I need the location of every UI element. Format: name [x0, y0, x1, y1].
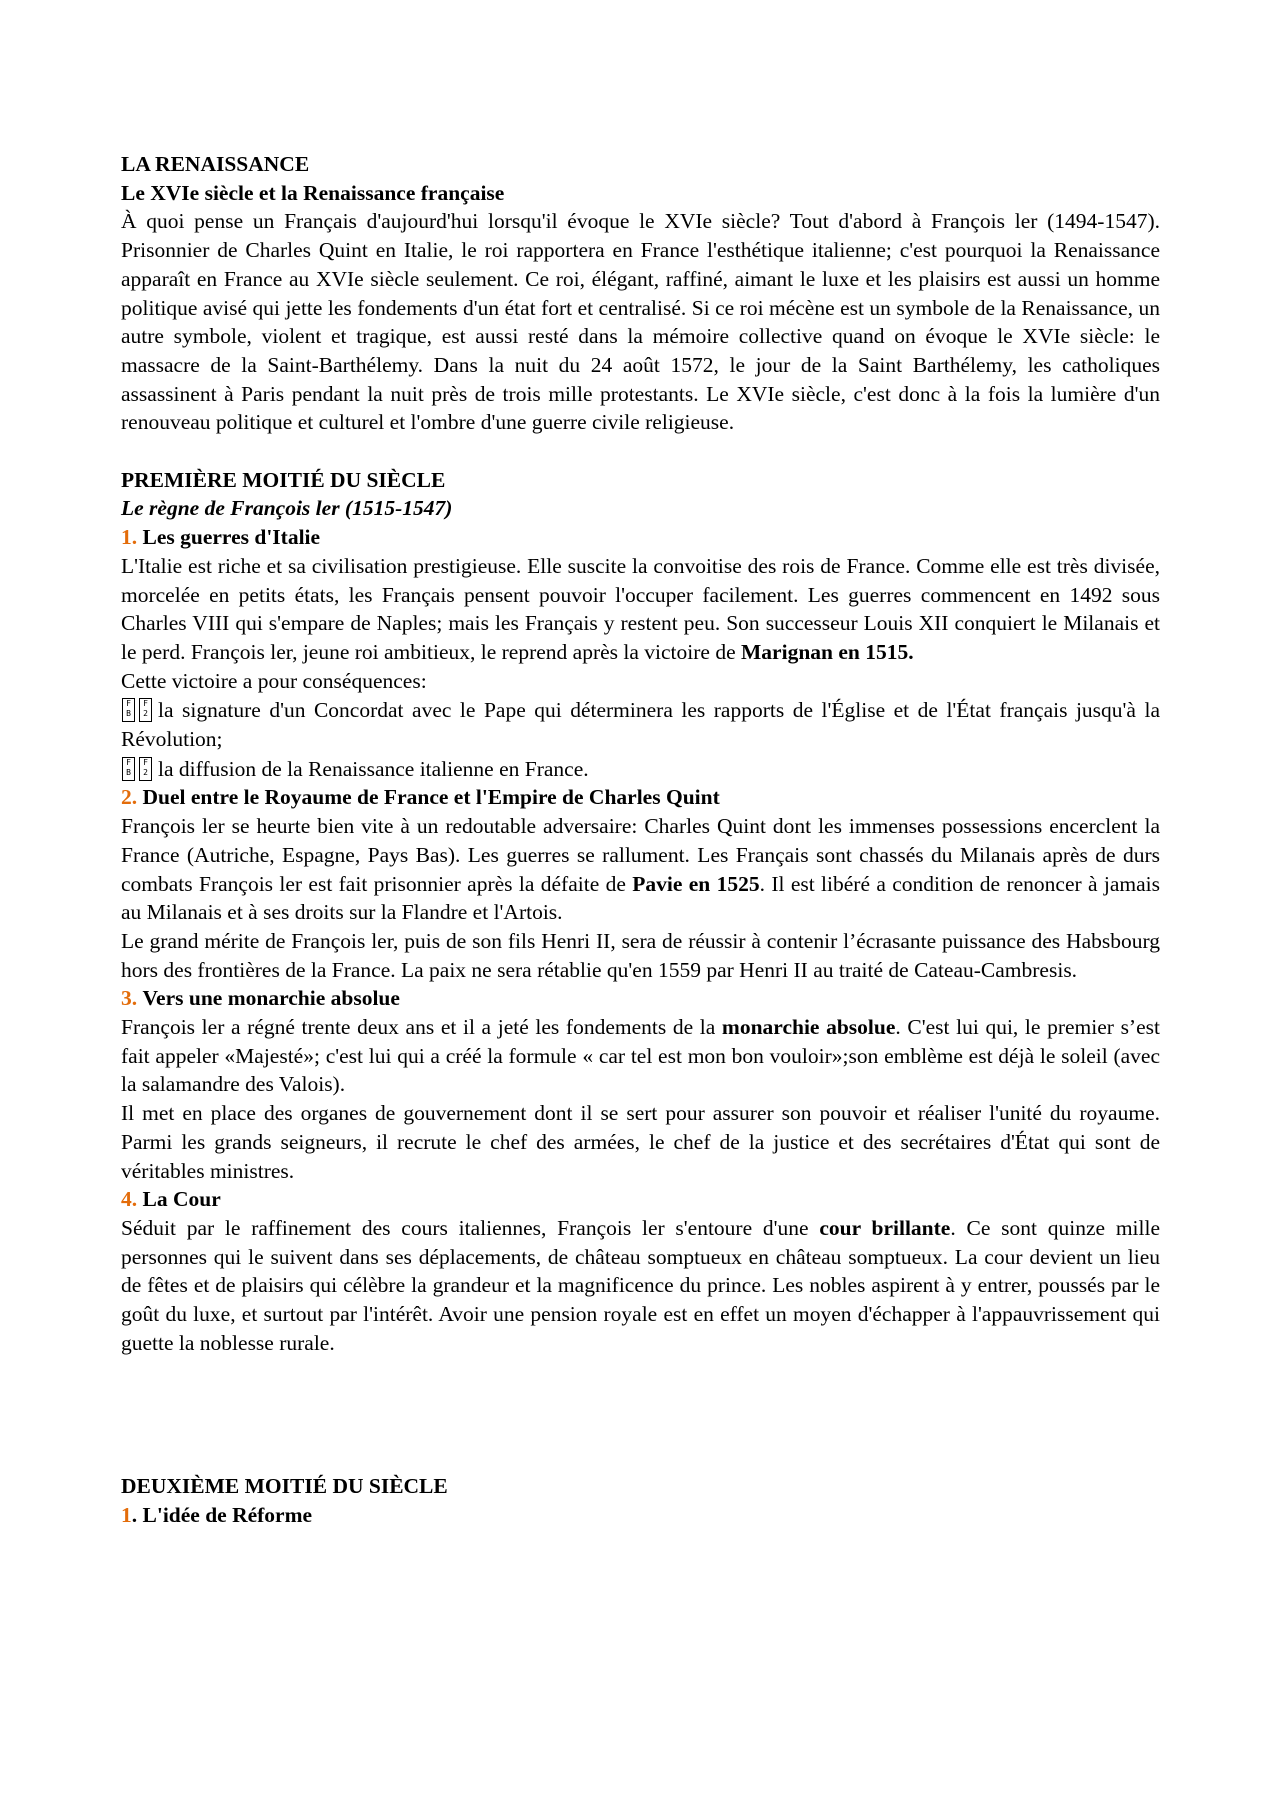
bullet-text: la diffusion de la Renaissance italienne en France. [158, 756, 589, 781]
spacer [121, 437, 1160, 466]
section-3-text-a: François ler a régné trente deux ans et il a jeté les fondements de la [121, 1015, 722, 1040]
section-2-heading [121, 783, 1160, 812]
spacer [121, 1358, 1160, 1473]
section-3-number: 3. [121, 986, 138, 1011]
section-1-paragraph [121, 552, 1160, 667]
missing-glyph-icon: F B F 2 [121, 695, 156, 723]
section-4-heading [121, 1185, 1160, 1214]
part1-subheading: Le règne de François ler (1515-1547) [121, 496, 453, 521]
section-2-text-b: . Il est libéré a condition de renoncer à jamais au Milanais et à ses droits sur la Flandre et l'Artois. [121, 871, 1161, 925]
section-4-number: 4. [121, 1187, 138, 1212]
section-1-heading [121, 523, 1160, 552]
section-2-title: Duel entre le Royaume de France et l'Empire de Charles Quint [142, 785, 720, 810]
part2-section-1-heading [121, 1501, 1160, 1530]
section-3-heading [121, 984, 1160, 1013]
section-1-text: L'Italie est riche et sa civilisation prestigieuse. Elle suscite la convoitise des rois de France. Comme elle est très divisée, morcelée en petits états, les Français pensent pouvoir l'occuper facilement. Les guerres commencent en 1492 sous Charles VIII qui s'empare de Naples; mais les Français y restent peu. Son successeur Louis XII conquiert le Milanais et le perd. François ler, jeune roi ambitieux, le reprend après la victoire de [121, 553, 1160, 664]
consequences-intro: Cette victoire a pour conséquences: [121, 668, 427, 693]
section-1-bold: Marignan en 1515. [741, 639, 914, 664]
section-4-bold: cour brillante [819, 1216, 951, 1240]
list-item [121, 695, 1160, 753]
bullet-text: la signature d'un Concordat avec le Pape qui déterminera les rapports de l'Église et de l'État français jusqu'à la Révolution; [121, 698, 1160, 752]
section-2-paragraph-2: Le grand mérite de François ler, puis de son fils Henri II, sera de réussir à contenir l’écrasante puissance des Habsbourg hors des frontières de la France. La paix ne sera rétablie qu'en 1559 par Henri II au traité de Cateau-Cambresis. [121, 928, 1160, 982]
section-4-title: La Cour [142, 1187, 221, 1212]
part1-heading: PREMIÈRE MOITIÉ DU SIÈCLE [121, 467, 446, 492]
part2-section-1-title: . L'idée de Réforme [131, 1503, 313, 1528]
section-2-text-a: François ler se heurte bien vite à un redoutable adversaire: Charles Quint dont les immenses possessions encerclent la France (Autriche, Espagne, Pays Bas). Les guerres se rallument. Les Français sont chassés du Milanais après de durs combats François ler est fait prisonnier après la défaite de [121, 814, 1160, 896]
section-3-bold: monarchie absolue [721, 1015, 896, 1040]
section-3-paragraph-2: Il met en place des organes de gouvernement dont il se sert pour assurer son pouvoir et réaliser l'unité du royaume. Parmi les grands seigneurs, il recrute le chef des armées, le chef de la justice et des secrétaires d'État qui sont de véritables ministres. [121, 1101, 1160, 1183]
section-4-text-b: . Ce sont quinze mille personnes qui le suivent dans ses déplacements, de château somptueux en château somptueux. La cour devient un lieu de fêtes et de plaisirs qui célèbre la grandeur et la magnificence du prince. Les nobles aspirent à y entrer, poussés par le goût du luxe, et surtout par l'intérêt. Avoir une pension royale est en effet un moyen d'échapper à l'appauvrissement qui guette la noblesse rurale. [121, 1216, 1161, 1355]
section-3-title: Vers une monarchie absolue [142, 986, 400, 1011]
page-heading: LA RENAISSANCE [121, 152, 310, 176]
section-3-paragraph-1 [121, 1013, 1160, 1099]
missing-glyph-icon: F B F 2 [121, 754, 156, 782]
section-3-text-b: . C'est lui qui, le premier s’est fait appeler «Majesté»; c'est lui qui a créé la formule « car tel est mon bon vouloir»;son emblème est déjà le soleil (avec la salamandre des Valois). [121, 1015, 1160, 1097]
section-4-text-a: Séduit par le raffinement des cours italiennes, François ler s'entoure d'une [121, 1216, 820, 1240]
section-2-bold: Pavie en 1525 [632, 871, 760, 896]
section-1-number: 1. [121, 525, 138, 550]
section-4-paragraph [121, 1214, 1160, 1358]
part2-heading: DEUXIÈME MOITIÉ DU SIÈCLE [121, 1474, 448, 1499]
part2-section-1-number: 1 [121, 1503, 132, 1528]
section-1-title: Les guerres d'Italie [142, 525, 321, 550]
section-2-number: 2. [121, 785, 138, 810]
intro-subtitle: Le XVIe siècle et la Renaissance française [121, 180, 505, 205]
list-item [121, 754, 1160, 784]
intro-paragraph: À quoi pense un Français d'aujourd'hui lorsqu'il évoque le XVIe siècle? Tout d'abord à François ler (1494-1547). Prisonnier de Charles Quint en Italie, le roi rapportera en France l'esthétique italienne; c'est pourquoi la Renaissance apparaît en France au XVIe siècle seulement. Ce roi, élégant, raffiné, aimant le luxe et les plaisirs est aussi un homme politique avisé qui jette les fondements d'un état fort et centralisé. Si ce roi mécène est un symbole de la Renaissance, un autre symbole, violent et tragique, est aussi resté dans la mémoire collective quand on évoque le XVIe siècle: le massacre de la Saint-Barthélemy. Dans la nuit du 24 août 1572, le jour de la Saint Barthélemy, les catholiques assassinent à Paris pendant la nuit près de trois mille protestants. Le XVIe siècle, c'est donc à la fois la lumière d'un renouveau politique et culturel et l'ombre d'une guerre civile religieuse. [121, 209, 1160, 435]
section-2-paragraph-1 [121, 812, 1160, 927]
